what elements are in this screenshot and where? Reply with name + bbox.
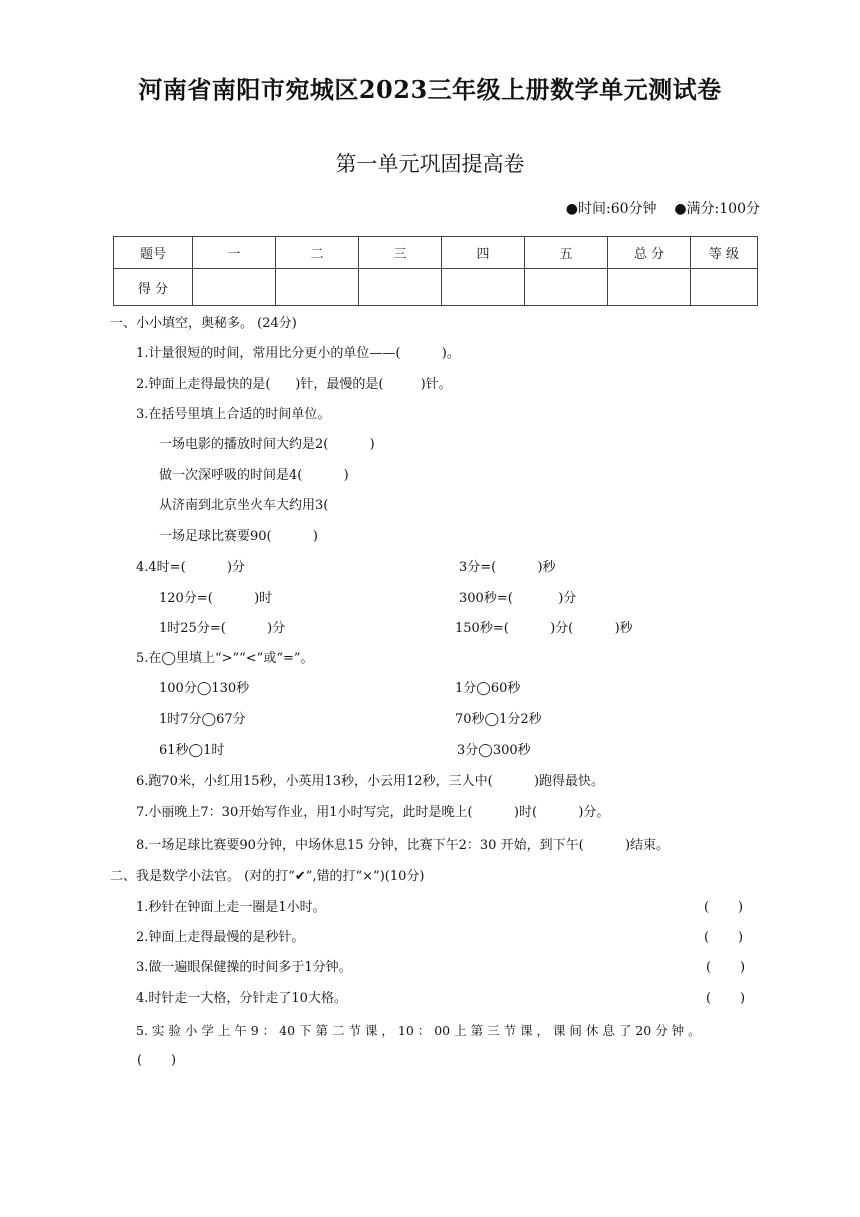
answer-bracket[interactable]: ( ) bbox=[706, 960, 746, 975]
question-1-4-right: 150秒=( )分( )秒 bbox=[455, 621, 633, 636]
exam-full-score: ●满分:100分 bbox=[674, 201, 760, 217]
question-1-3-item: 做一次深呼吸的时间是4( ) bbox=[159, 468, 349, 483]
question-1-3-item: 一场足球比赛要90( ) bbox=[159, 529, 319, 544]
score-table-score-row bbox=[114, 269, 758, 306]
score-table-header-cell: 一 bbox=[193, 237, 276, 269]
question-1-4-left: 4.4时=( )分 bbox=[136, 560, 246, 575]
answer-bracket[interactable]: ( ) bbox=[706, 991, 746, 1006]
score-table-header-cell: 三 bbox=[359, 237, 442, 269]
question-1-5: 5.在◯里填上“>”“<”或“=”。 bbox=[136, 651, 314, 666]
question-1-3-item: 从济南到北京坐火车大约用3( bbox=[159, 498, 329, 513]
exam-time: ●时间:60分钟 bbox=[565, 201, 657, 217]
score-table-header-cell: 题号 bbox=[114, 237, 193, 269]
page-title: 河南省南阳市宛城区2023三年级上册数学单元测试卷 bbox=[138, 75, 722, 104]
question-1-7: 7.小丽晚上7：30开始写作业，用1小时写完，此时是晚上( )时( )分。 bbox=[136, 805, 610, 820]
score-table-header-cell: 总 分 bbox=[608, 237, 691, 269]
question-1-3: 3.在括号里填上合适的时间单位。 bbox=[136, 407, 331, 422]
question-2-3: 3.做一遍眼保健操的时间多于1分钟。 bbox=[136, 960, 352, 975]
score-cell[interactable] bbox=[608, 269, 691, 306]
question-2-4: 4.时针走一大格，分针走了10大格。 bbox=[136, 991, 347, 1006]
answer-bracket[interactable]: ( ) bbox=[704, 930, 744, 945]
exam-meta bbox=[566, 198, 760, 218]
score-cell[interactable] bbox=[359, 269, 442, 306]
section2-heading: 二、我是数学小法官。 (对的打“✔”,错的打“×”)(10分) bbox=[110, 869, 425, 884]
question-1-5-right: 3分◯300秒 bbox=[457, 743, 531, 758]
score-cell[interactable] bbox=[691, 269, 758, 306]
score-table bbox=[113, 236, 758, 306]
question-1-4-left: 120分=( )时 bbox=[159, 591, 273, 606]
question-2-1: 1.秒针在钟面上走一圈是1小时。 bbox=[136, 900, 326, 915]
answer-bracket[interactable]: ( ) bbox=[704, 900, 744, 915]
question-1-4-left: 1时25分=( )分 bbox=[159, 621, 286, 636]
question-1-5-left: 100分◯130秒 bbox=[159, 681, 250, 696]
score-table-header-cell: 五 bbox=[525, 237, 608, 269]
answer-bracket[interactable]: ( ) bbox=[137, 1053, 177, 1068]
score-cell[interactable] bbox=[525, 269, 608, 306]
question-1-5-right: 70秒◯1分2秒 bbox=[455, 712, 542, 727]
section1-heading: 一、小小填空，奥秘多。 (24分) bbox=[110, 316, 297, 331]
score-cell[interactable] bbox=[442, 269, 525, 306]
page-subtitle: 第一单元巩固提高卷 bbox=[335, 152, 525, 176]
question-1-3-item: 一场电影的播放时间大约是2( ) bbox=[159, 437, 375, 452]
score-table-header-row bbox=[114, 237, 758, 269]
question-1-5-left: 1时7分◯67分 bbox=[159, 712, 246, 727]
question-1-5-right: 1分◯60秒 bbox=[455, 681, 521, 696]
score-table-header-cell: 等 级 bbox=[691, 237, 758, 269]
score-table-header-cell: 四 bbox=[442, 237, 525, 269]
question-1-6: 6.跑70米，小红用15秒，小英用13秒，小云用12秒，三人中( )跑得最快。 bbox=[136, 774, 605, 789]
question-1-2: 2.钟面上走得最快的是( )针，最慢的是( )针。 bbox=[136, 377, 452, 392]
question-1-4-right: 3分=( )秒 bbox=[459, 560, 556, 575]
question-2-2: 2.钟面上走得最慢的是秒针。 bbox=[136, 930, 305, 945]
question-1-1: 1.计量很短的时间，常用比分更小的单位——( )。 bbox=[136, 346, 460, 361]
question-1-4-right: 300秒=( )分 bbox=[459, 591, 577, 606]
score-row-label: 得 分 bbox=[114, 269, 193, 306]
question-1-8: 8.一场足球比赛要90分钟，中场休息15 分钟，比赛下午2：30 开始，到下午( )结束。 bbox=[136, 838, 670, 853]
score-cell[interactable] bbox=[276, 269, 359, 306]
question-2-5: 5. 实 验 小 学 上 午 9 ： 40 下 第 二 节 课 ， 10 ： 00 上 第 三 节 课 ， 课 间 休 息 了 20 分 钟 。 bbox=[136, 1023, 701, 1038]
score-table-header-cell: 二 bbox=[276, 237, 359, 269]
question-1-5-left: 61秒◯1时 bbox=[159, 743, 225, 758]
score-cell[interactable] bbox=[193, 269, 276, 306]
